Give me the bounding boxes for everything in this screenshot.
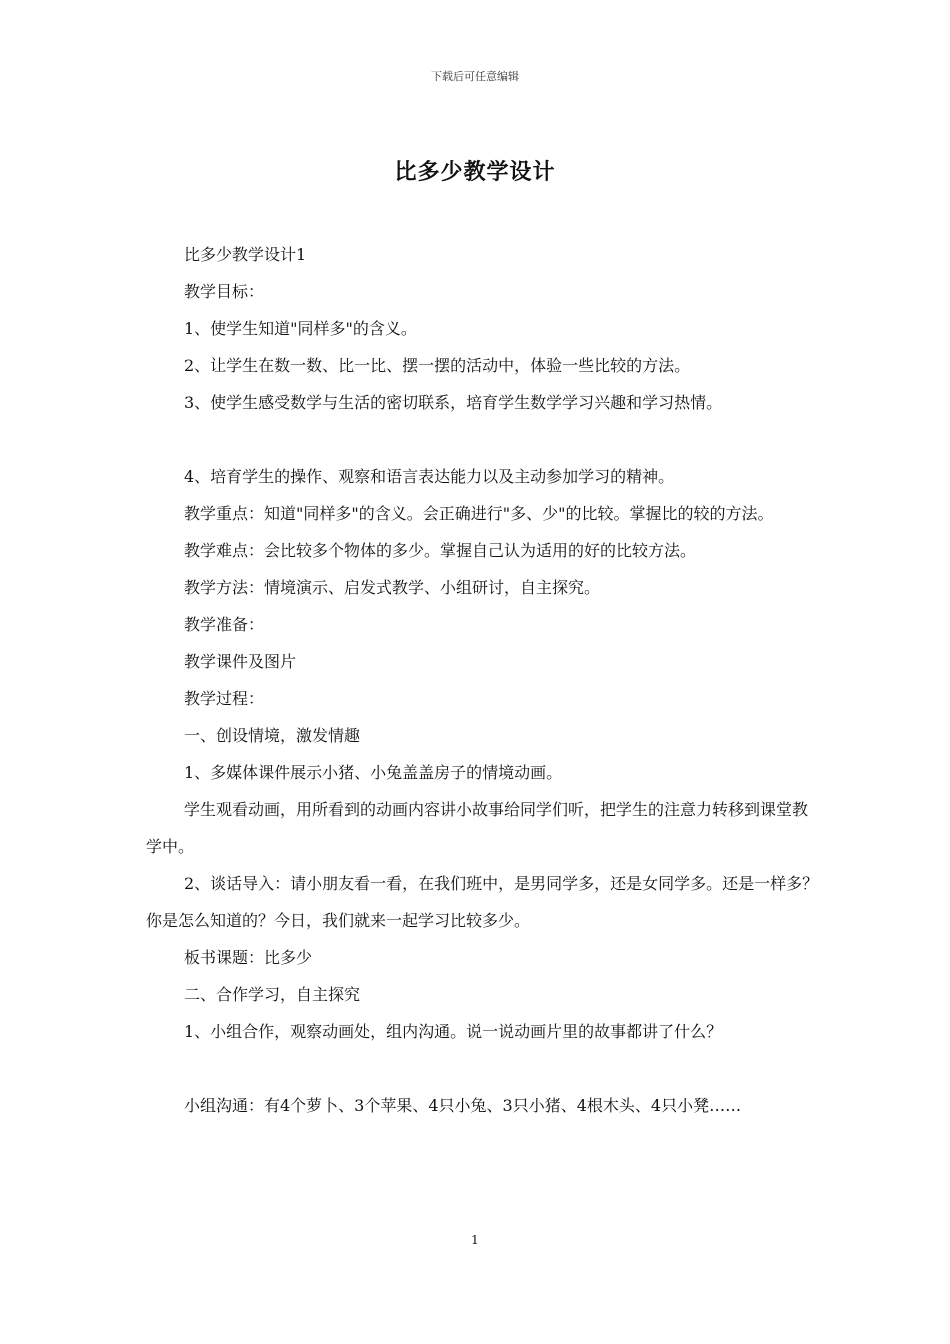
paragraph: 2、让学生在数一数、比一比、摆一摆的活动中，体验一些比较的方法。: [184, 356, 691, 375]
paragraph: 教学方法：情境演示、启发式教学、小组研讨，自主探究。: [184, 578, 601, 597]
paragraph: 4、培育学生的操作、观察和语言表达能力以及主动参加学习的精神。: [184, 467, 675, 486]
paragraph: 3、使学生感受数学与生活的密切联系，培育学生数学学习兴趣和学习热情。: [184, 393, 723, 412]
paragraph: 1、小组合作，观察动画处，组内沟通。说一说动画片里的故事都讲了什么？: [184, 1022, 723, 1041]
paragraph: 教学课件及图片: [184, 652, 297, 671]
paragraph: 教学目标：: [184, 282, 265, 301]
paragraph: 2、谈话导入：请小朋友看一看，在我们班中，是男同学多，还是女同学多。还是一样多？你是怎么知道的？今日，我们就来一起学习比较多少。: [146, 874, 819, 930]
page-number: 1: [471, 1233, 479, 1247]
paragraph: 二、合作学习，自主探究: [184, 985, 361, 1004]
paragraph: 教学重点：知道"同样多"的含义。会正确进行"多、少"的比较。掌握比的较的方法。: [184, 504, 774, 523]
document-title: 比多少教学设计: [394, 159, 556, 185]
paragraph: 1、多媒体课件展示小猪、小兔盖盖房子的情境动画。: [184, 763, 563, 782]
paragraph: 比多少教学设计1: [184, 245, 307, 264]
blank-line: [146, 1050, 821, 1087]
paragraph: 教学难点：会比较多个物体的多少。掌握自己认为适用的好的比较方法。: [184, 541, 697, 560]
paragraph: 1、使学生知道"同样多"的含义。: [184, 319, 417, 338]
paragraph: 板书课题：比多少: [184, 948, 313, 967]
paragraph: 小组沟通：有4个萝卜、3个苹果、4只小兔、3只小猪、4根木头、4只小凳……: [184, 1096, 742, 1115]
paragraph: 一、创设情境，激发情趣: [184, 726, 361, 745]
blank-line: [146, 421, 821, 458]
paragraph: 教学准备：: [184, 615, 265, 634]
document-body: [146, 236, 821, 1124]
page-header: 下载后可任意编辑: [431, 70, 519, 83]
paragraph: 学生观看动画，用所看到的动画内容讲小故事给同学们听，把学生的注意力转移到课堂教学中。: [146, 800, 809, 856]
paragraph: 教学过程：: [184, 689, 265, 708]
